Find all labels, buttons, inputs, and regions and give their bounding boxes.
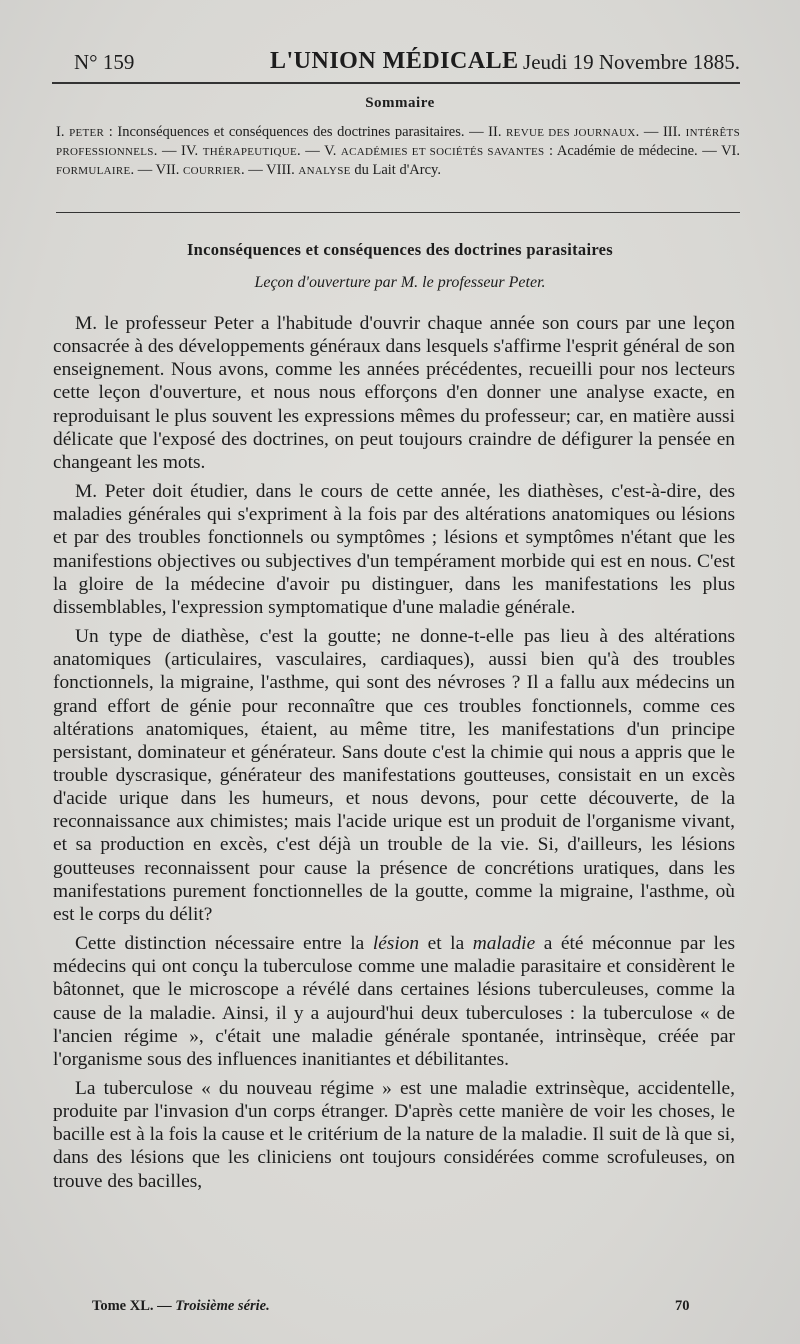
article-paragraph [53, 1077, 735, 1193]
sommaire-section-name: THÉRAPEUTIQUE [202, 146, 298, 158]
sommaire-section-name: INTÉRÊTS PROFESSIONNELS [56, 127, 740, 158]
sommaire-text: . — VIII. [241, 162, 299, 178]
page-number: 70 [675, 1298, 690, 1314]
paragraph-text: Un type de diathèse, c'est la goutte; ne donne-t-elle pas lieu à des altérations anatomiques (articulaires, vasculaires, cardiaques), aussi bien qu'à des troubles fonctionnels, la migraine, l'asthme, qui sont des névroses ? Il a fallu aux médecins un grand effort de génie pour reconnaître que ces troubles fonctionnels, comme ces altérations anatomiques, étaient, au même titre, les manifestations d'un principe persistant, dominateur et générateur. Sans doute c'est la chimie qui nous a appris que le trouble dyscrasique, générateur des manifestations goutteuses, consistait en un excès d'acide urique dans les humeurs, et nous devons, pour cette découverte, de la reconnaissance aux chimistes; mais l'acide urique est un produit de l'organisme vivant, et sa production en excès, c'est déjà un trouble de la vie. Si, d'ailleurs, les lésions goutteuses reconnaissent pour cause la présence de concrétions uratiques, dans les manifestations purement fonctionnelles de la goutte, comme la migraine, l'asthme, où est le corps du délit? [53, 626, 735, 925]
article-paragraph [53, 480, 735, 619]
journal-title: L'UNION MÉDICALE [270, 48, 519, 74]
sommaire-section-name: PETER [69, 127, 105, 139]
sommaire-section-name: ACADÉMIES ET SOCIÉTÉS SAVANTES [340, 146, 545, 158]
page-header [52, 48, 740, 84]
sommaire-text: . — IV. [153, 143, 203, 159]
section-divider [56, 212, 740, 213]
sommaire-text: . — V. [297, 143, 341, 159]
emphasized-term: maladie [472, 933, 536, 955]
paragraph-text: Cette distinction nécessaire entre la [75, 933, 373, 955]
sommaire-text: . — VII. [130, 162, 184, 178]
sommaire-contents [56, 123, 740, 180]
paragraph-text: et la [419, 933, 473, 955]
issue-number: N° 159 [74, 50, 135, 74]
paragraph-text: M. Peter doit étudier, dans le cours de cette année, les diathèses, c'est-à-dire, des maladies générales qui s'expriment à la fois par des altérations anatomiques ou lésions et par des troubles fonctionnels ou symptômes ; lésions et symptômes n'étant que les manifestions objectives ou subjectives d'un tempérament morbide qui est en nous. C'est la gloire de la médecine d'avoir pu distinguer, dans les manifestations les plus dissemblables, l'expression symptomatique d'une maladie générale. [53, 481, 735, 618]
sommaire-text: . — III. [635, 124, 686, 140]
sommaire-section-name: FORMULAIRE [56, 165, 131, 177]
emphasized-term: lésion [372, 933, 420, 955]
paragraph-text: a été méconnue par les médecins qui ont conçu la tuberculose comme une maladie parasitaire et considèrent le bâtonnet, que le microscope a révélé dans certaines lésions tuberculeuses, comme la cause de la maladie. Ainsi, il y a aujourd'hui deux tuberculoses : la tuberculose « de l'ancien régime », c'était une maladie générale spontanée, intrinsèque, créée par l'organisme sous des influences inanitiantes et débilitantes. [53, 933, 735, 1070]
sommaire-text: du Lait d'Arcy. [350, 162, 441, 178]
sommaire-text: : Académie de médecine. — VI. [544, 143, 741, 159]
article-paragraph [53, 312, 735, 474]
article-subtitle: Leçon d'ouverture par M. le professeur Peter. [254, 274, 546, 291]
footer-volume: Tome XL. — Troisième série. [92, 1298, 270, 1314]
sommaire-section-name: REVUE DES JOURNAUX [506, 127, 636, 139]
sommaire-title: Sommaire [365, 95, 435, 111]
sommaire-section-name: COURRIER [183, 165, 242, 177]
article-title: Inconséquences et conséquences des doctrines parasitaires [186, 240, 614, 259]
article-paragraph [53, 932, 735, 1071]
paragraph-text: M. le professeur Peter a l'habitude d'ouvrir chaque année son cours par une leçon consacrée à des développements généraux dans lesquels s'affirme l'esprit général de son enseignement. Nous avons, comme les années précédentes, recueilli pour nos lecteurs cette leçon d'ouverture, et nous nous efforçons d'en donner une analyse exacte, en reproduisant le plus souvent les expressions mêmes du professeur; car, en matière aussi délicate que l'exposé des doctrines, on peut toujours craindre de défigurer la pensée en changeant les mots. [53, 313, 735, 473]
issue-date: Jeudi 19 Novembre 1885. [523, 50, 740, 74]
sommaire-text: I. [56, 124, 70, 140]
paragraph-text: La tuberculose « du nouveau régime » est une maladie extrinsèque, accidentelle, produite par l'invasion d'un corps étranger. D'après cette manière de voir les choses, le bacille est à la fois la cause et le critérium de la nature de la maladie. Il suit de là que si, dans des lésions que les cliniciens ont toujours considérées comme scrofuleuses, on trouve des bacilles, [53, 1078, 735, 1192]
sommaire-text: : Inconséquences et conséquences des doctrines parasitaires. — II. [104, 124, 507, 140]
sommaire-section-name: ANALYSE [298, 165, 351, 177]
footer-series: Troisième série. [175, 1298, 270, 1314]
footer-tome: Tome XL. [92, 1298, 154, 1314]
article-paragraph [53, 625, 735, 926]
article-body [53, 312, 735, 1199]
